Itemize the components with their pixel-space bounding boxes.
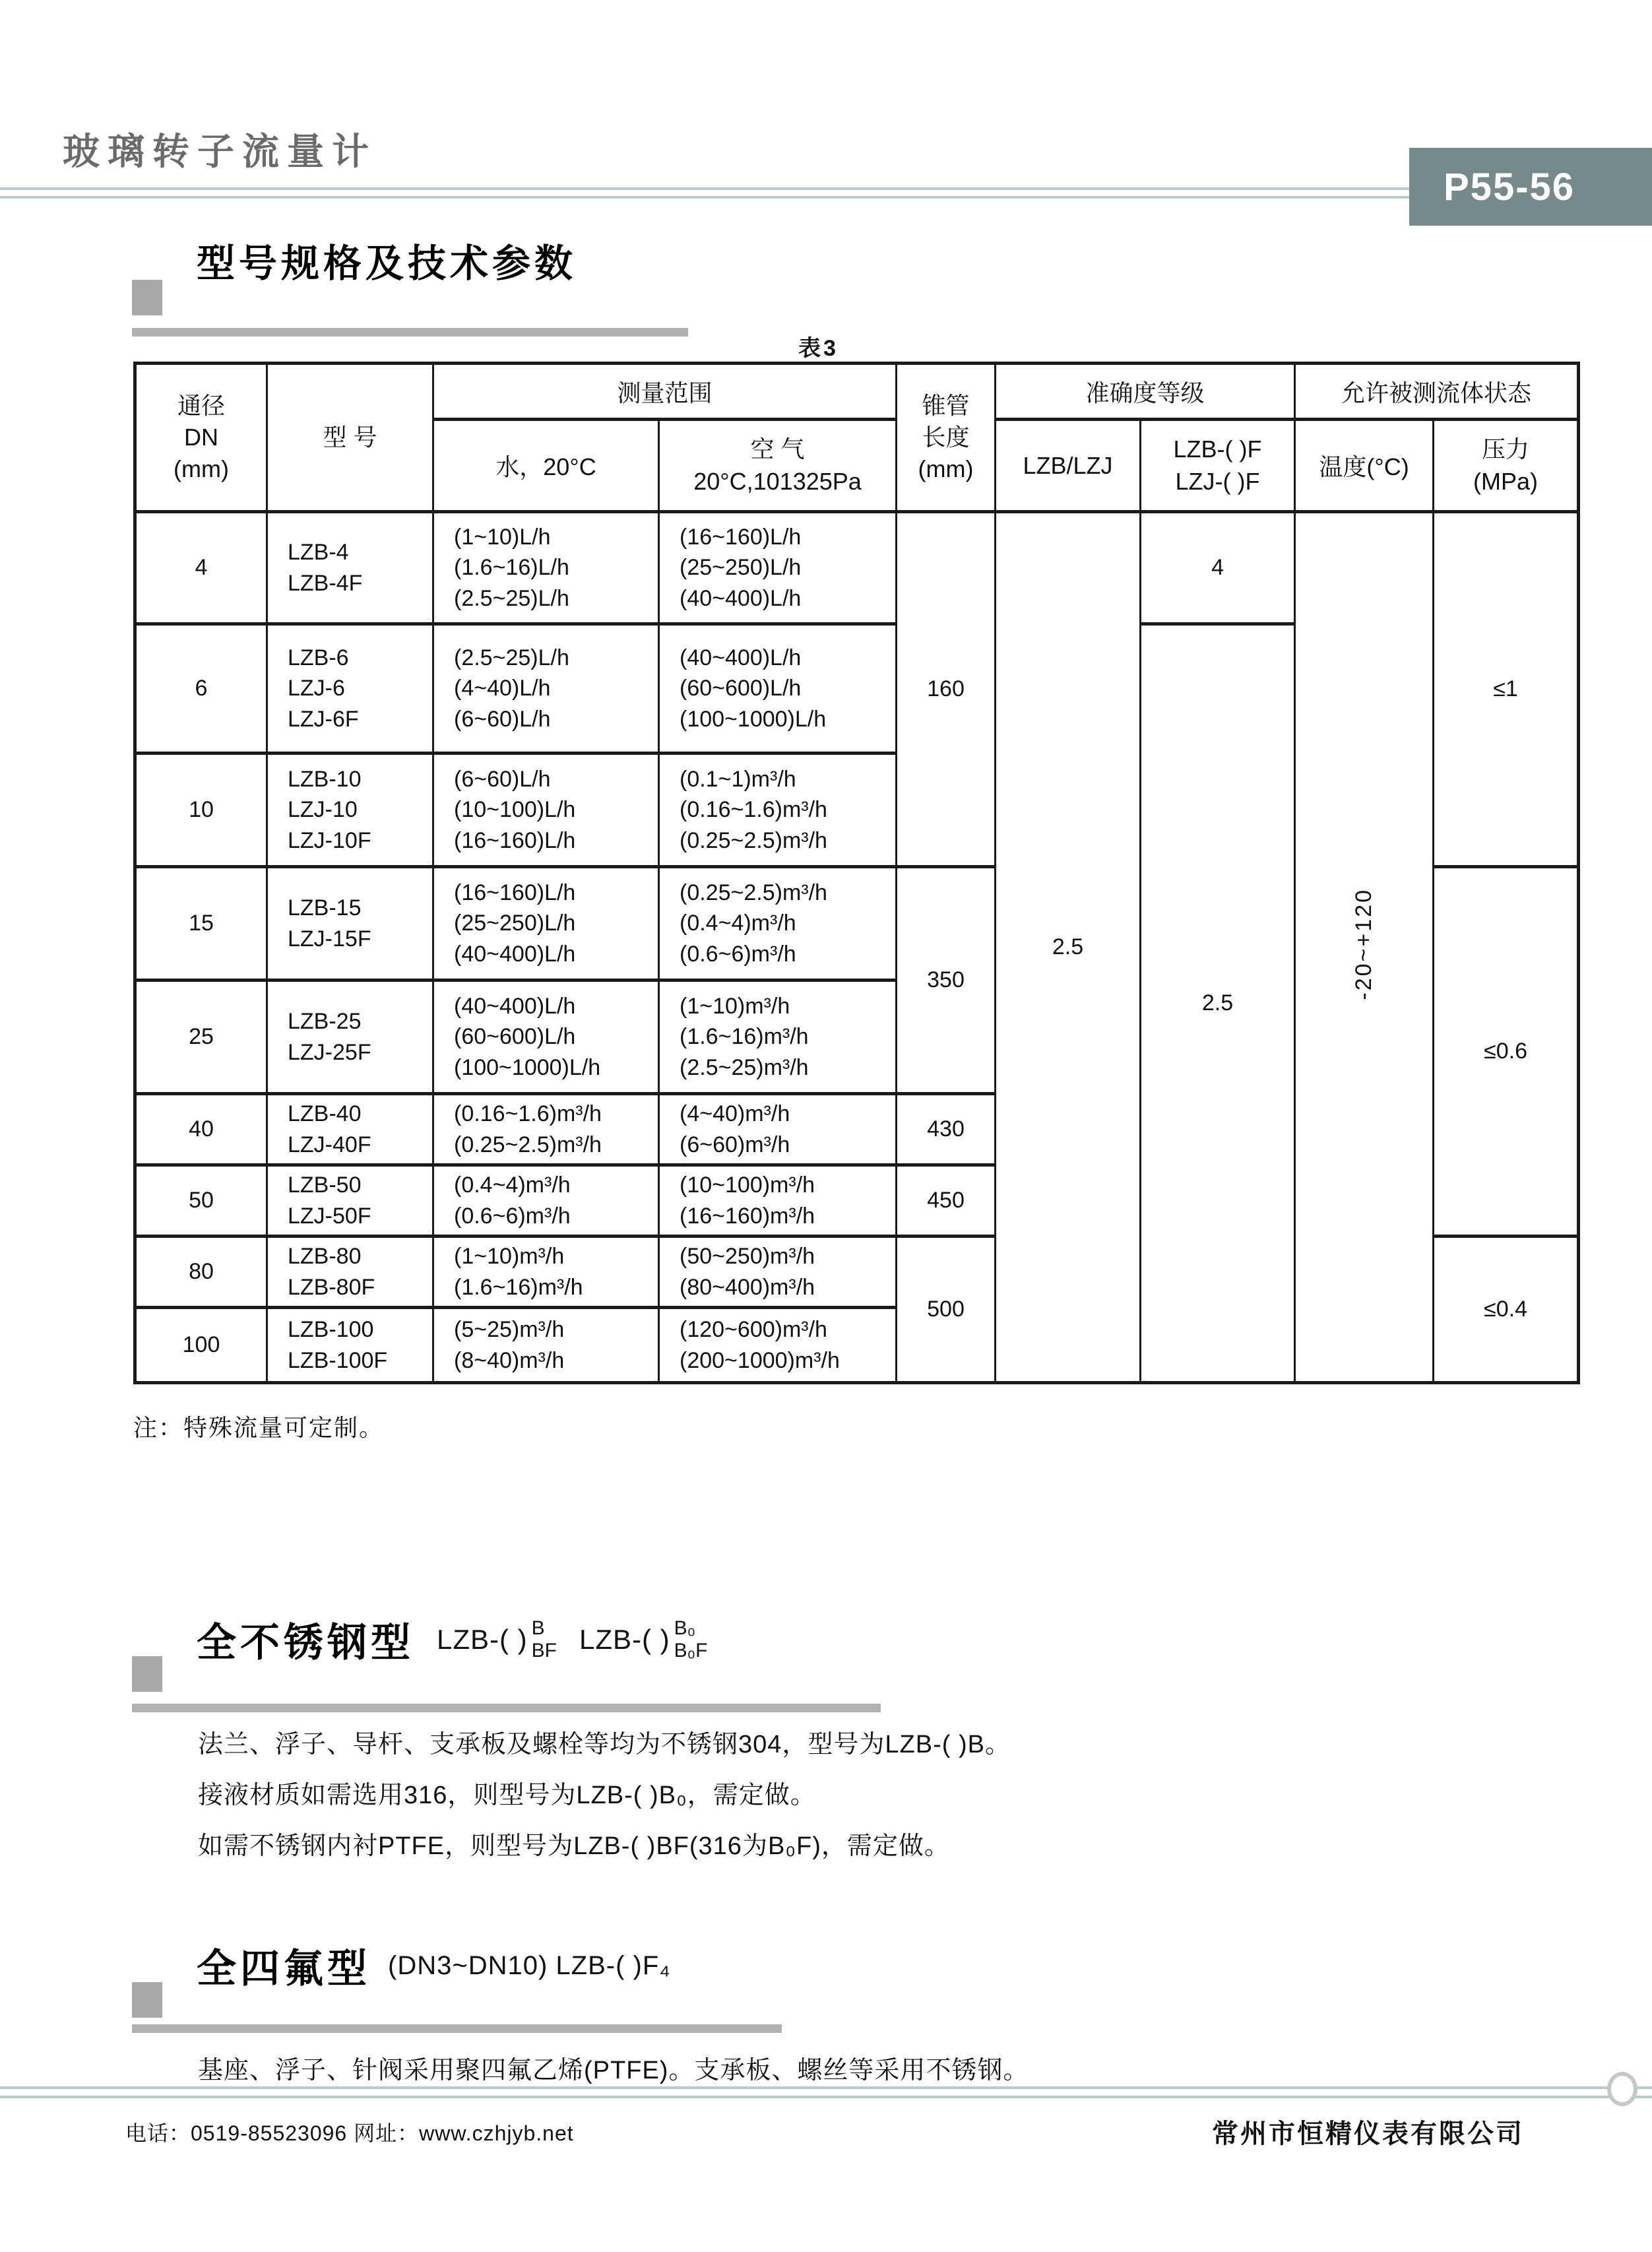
header-divider-line-bottom	[0, 196, 1409, 199]
header-air: 空 气 20°C,101325Pa	[659, 420, 897, 512]
footer-ring-ornament	[1607, 2072, 1637, 2106]
section-bullet-square	[132, 280, 162, 315]
cell-air-range: (0.1~1)m³/h (0.16~1.6)m³/h (0.25~2.5)m³/h	[659, 754, 897, 867]
section-title-specs: 型号规格及技术参数	[197, 242, 577, 285]
page-number-badge: P55-56	[1409, 148, 1652, 226]
cell-air-range: (10~100)m³/h (16~160)m³/h	[659, 1165, 897, 1237]
spec-table	[133, 362, 1580, 1384]
footer-divider-line-top	[0, 2086, 1652, 2089]
section-title-stainless: 全不锈钢型	[197, 1621, 414, 1665]
table-header-row-1	[135, 364, 1579, 420]
cell-models: LZB-80 LZB-80F	[267, 1237, 433, 1308]
ptfe-model-suffix: (DN3~DN10) LZB-( )F₄	[388, 1950, 671, 1980]
cell-temperature: -20~+120	[1295, 512, 1434, 1383]
cell-dn: 15	[135, 867, 267, 981]
header-water: 水，20°C	[433, 420, 659, 512]
header-accuracy-std: LZB/LZJ	[996, 420, 1141, 512]
cell-water-range: (0.16~1.6)m³/h (0.25~2.5)m³/h	[433, 1094, 659, 1165]
cell-water-range: (0.4~4)m³/h (0.6~6)m³/h	[433, 1165, 659, 1237]
cell-water-range: (6~60)L/h (10~100)L/h (16~160)L/h	[433, 754, 659, 867]
cell-accuracy-f: 2.5	[1141, 624, 1295, 1383]
header-divider-line-top	[0, 187, 1409, 190]
section-title-ptfe: 全四氟型	[197, 1946, 371, 1991]
header-temperature: 温度(°C)	[1295, 420, 1434, 512]
cell-dn: 6	[135, 624, 267, 754]
cell-models: LZB-15 LZJ-15F	[267, 867, 433, 981]
cell-air-range: (1~10)m³/h (1.6~16)m³/h (2.5~25)m³/h	[659, 981, 897, 1094]
cell-dn: 10	[135, 754, 267, 867]
cell-dn: 4	[135, 512, 267, 624]
paragraph: 法兰、浮子、导杆、支承板及螺栓等均为不锈钢304，型号为LZB-( )B。	[198, 1731, 1011, 1758]
footer-company-name: 常州市恒精仪表有限公司	[1212, 2119, 1524, 2148]
paragraph: 接液材质如需选用316，则型号为LZB-( )B₀，需定做。	[198, 1782, 816, 1809]
cell-dn: 25	[135, 981, 267, 1094]
model-formula-b: LZB-( ) B BF	[437, 1617, 557, 1661]
section-underline	[132, 328, 688, 337]
header-cone-length: 锥管 长度 (mm)	[897, 364, 996, 512]
header-measuring-range: 测量范围	[433, 364, 897, 420]
cell-water-range: (5~25)m³/h (8~40)m³/h	[433, 1308, 659, 1383]
cell-pressure: ≤0.4	[1434, 1237, 1579, 1383]
cell-cone-length: 430	[897, 1094, 996, 1165]
header-pressure: 压力 (MPa)	[1434, 420, 1579, 512]
section-underline	[132, 2024, 782, 2033]
header-model: 型 号	[267, 364, 433, 512]
cell-cone-length: 450	[897, 1165, 996, 1237]
table-note: 注：特殊流量可定制。	[133, 1414, 385, 1441]
header-dn: 通径 DN (mm)	[135, 364, 267, 512]
cell-accuracy-f: 4	[1141, 512, 1295, 624]
cell-water-range: (1~10)m³/h (1.6~16)m³/h	[433, 1237, 659, 1308]
section-underline	[132, 1704, 881, 1712]
section-heading-ptfe	[197, 1937, 671, 1994]
cell-models: LZB-6 LZJ-6 LZJ-6F	[267, 624, 433, 754]
cell-dn: 50	[135, 1165, 267, 1237]
cell-cone-length: 500	[897, 1237, 996, 1383]
table-label: 表3	[798, 336, 839, 361]
section-bullet-square	[132, 1656, 162, 1692]
header-accuracy-class: 准确度等级	[996, 364, 1295, 420]
cell-air-range: (0.25~2.5)m³/h (0.4~4)m³/h (0.6~6)m³/h	[659, 867, 897, 981]
ptfe-description: 基座、浮子、针阀采用聚四氟乙烯(PTFE)。支承板、螺丝等采用不锈钢。	[198, 2057, 1029, 2084]
section-bullet-square	[132, 1982, 162, 2018]
page-title: 玻璃转子流量计	[63, 131, 377, 172]
cell-air-range: (16~160)L/h (25~250)L/h (40~400)L/h	[659, 512, 897, 624]
cell-dn: 100	[135, 1308, 267, 1383]
paragraph: 如需不锈钢内衬PTFE，则型号为LZB-( )BF(316为B₀F)，需定做。	[198, 1832, 950, 1860]
footer-contact-info: 电话：0519-85523096 网址：www.czhjyb.net	[125, 2121, 574, 2145]
cell-water-range: (16~160)L/h (25~250)L/h (40~400)L/h	[433, 867, 659, 981]
header-accuracy-f: LZB-( )F LZJ-( )F	[1141, 420, 1295, 512]
cell-dn: 80	[135, 1237, 267, 1308]
cell-pressure: ≤0.6	[1434, 867, 1579, 1237]
cell-air-range: (4~40)m³/h (6~60)m³/h	[659, 1094, 897, 1165]
cell-pressure: ≤1	[1434, 512, 1579, 867]
cell-models: LZB-4 LZB-4F	[267, 512, 433, 624]
cell-water-range: (1~10)L/h (1.6~16)L/h (2.5~25)L/h	[433, 512, 659, 624]
header-fluid-state: 允许被测流体状态	[1295, 364, 1579, 420]
cell-models: LZB-10 LZJ-10 LZJ-10F	[267, 754, 433, 867]
cell-air-range: (120~600)m³/h (200~1000)m³/h	[659, 1308, 897, 1383]
footer-divider-line-bottom	[0, 2096, 1652, 2098]
cell-dn: 40	[135, 1094, 267, 1165]
section-heading-stainless	[197, 1611, 707, 1668]
table-row-dn-4	[135, 512, 1579, 624]
model-formula-b0: LZB-( ) B₀ B₀F	[579, 1617, 708, 1661]
cell-cone-length: 350	[897, 867, 996, 1094]
cell-models: LZB-100 LZB-100F	[267, 1308, 433, 1383]
cell-air-range: (40~400)L/h (60~600)L/h (100~1000)L/h	[659, 624, 897, 754]
stainless-description	[198, 1720, 1385, 1872]
cell-cone-length: 160	[897, 512, 996, 867]
cell-accuracy-std: 2.5	[996, 512, 1141, 1383]
cell-air-range: (50~250)m³/h (80~400)m³/h	[659, 1237, 897, 1308]
cell-models: LZB-50 LZJ-50F	[267, 1165, 433, 1237]
cell-water-range: (2.5~25)L/h (4~40)L/h (6~60)L/h	[433, 624, 659, 754]
cell-models: LZB-40 LZJ-40F	[267, 1094, 433, 1165]
cell-models: LZB-25 LZJ-25F	[267, 981, 433, 1094]
cell-water-range: (40~400)L/h (60~600)L/h (100~1000)L/h	[433, 981, 659, 1094]
